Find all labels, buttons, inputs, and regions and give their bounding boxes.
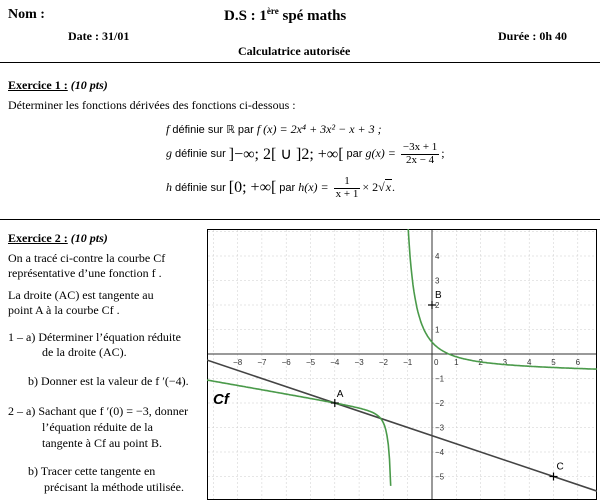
ex2-heading: Exercice 2 : (10 pts) — [8, 231, 108, 245]
x-tick-label: 2 — [478, 358, 483, 367]
function-graph — [207, 229, 597, 500]
point-b-label: B — [435, 290, 442, 301]
x-tick-label: −1 — [403, 358, 413, 367]
ex2-p2-line1: La droite (AC) est tangente au — [8, 288, 154, 302]
x-tick-label: −7 — [257, 358, 267, 367]
ex2-q1a-line1: 1 – a) Déterminer l’équation réduite — [8, 330, 181, 344]
x-tick-label: 0 — [434, 358, 439, 367]
x-tick-label: 5 — [551, 358, 556, 367]
y-tick-label: −4 — [435, 448, 445, 457]
y-tick-label: 1 — [435, 325, 440, 335]
ex2-q2b-line1: b) Tracer cette tangente en — [28, 464, 156, 478]
ex2-p1-line1: On a tracé ci-contre la courbe Cf — [8, 251, 166, 265]
point-c-label: C — [556, 461, 564, 473]
ex2-q1a-line2: de la droite (AC). — [42, 345, 127, 359]
x-tick-label: −2 — [378, 358, 388, 367]
x-tick-label: −6 — [281, 358, 291, 367]
ex2-q2a-line2: l’équation réduite de la — [42, 420, 153, 434]
ex1-heading: Exercice 1 : (10 pts) — [8, 78, 108, 92]
ex1-f-line: f définie sur ℝ par f (x) = 2x⁴ + 3x² − x + 3 ; — [166, 122, 382, 136]
y-tick-label: −5 — [435, 472, 445, 482]
ex2-q1b: b) Donner est la valeur de f ′(−4). — [28, 374, 189, 388]
page-title: D.S : 1ère spé maths — [224, 6, 347, 24]
y-tick-label: −1 — [435, 374, 445, 384]
calculatrice-label: Calculatrice autorisée — [238, 44, 351, 58]
x-tick-label: 6 — [575, 358, 581, 367]
nom-label: Nom : — [8, 7, 45, 22]
ex2-q2b-line2: précisant la méthode utilisée. — [44, 480, 184, 494]
ex2-p2-line2: point A à la courbe Cf . — [8, 303, 120, 317]
duree-label: Durée : 0h 40 — [498, 29, 567, 43]
header-divider — [0, 62, 600, 63]
ex2-p1-line2: représentative d’une fonction f . — [8, 266, 162, 280]
ex1-instruction: Déterminer les fonctions dérivées des fonctions ci-dessous : — [8, 98, 296, 112]
y-tick-label: 4 — [435, 252, 440, 261]
x-tick-label: 4 — [526, 358, 532, 367]
x-tick-label: 3 — [502, 358, 508, 367]
x-tick-label: −4 — [330, 358, 340, 367]
point-a-label: A — [336, 389, 344, 400]
date-label: Date : 31/01 — [68, 29, 130, 43]
ex1-h-line: h définie sur [0; +∞[ par h(x) = $\frac{1}{x + 1}$ × 2√x. — [166, 175, 396, 200]
ex1-g-line: g définie sur ]−∞; 2[ ∪ ]2; +∞[ par g(x) = $\frac{-3x + 1}{2x - 4}$ ; — [166, 141, 445, 166]
x-tick-label: −8 — [233, 358, 243, 367]
ex2-q2a-line1: 2 – a) Sachant que f ′(0) = −3, donner — [8, 404, 189, 418]
ex1-divider — [0, 219, 600, 220]
ex2-q2a-line3: tangente à Cf au point B. — [42, 436, 162, 450]
y-tick-label: −2 — [435, 399, 445, 408]
curve-cf-label: Cf — [213, 391, 229, 408]
x-tick-label: 1 — [454, 358, 459, 367]
x-tick-label: −5 — [305, 358, 316, 367]
x-tick-label: −3 — [354, 358, 364, 367]
y-tick-label: −3 — [435, 423, 445, 433]
y-tick-label: 2 — [435, 301, 440, 310]
y-tick-label: 3 — [435, 276, 440, 286]
